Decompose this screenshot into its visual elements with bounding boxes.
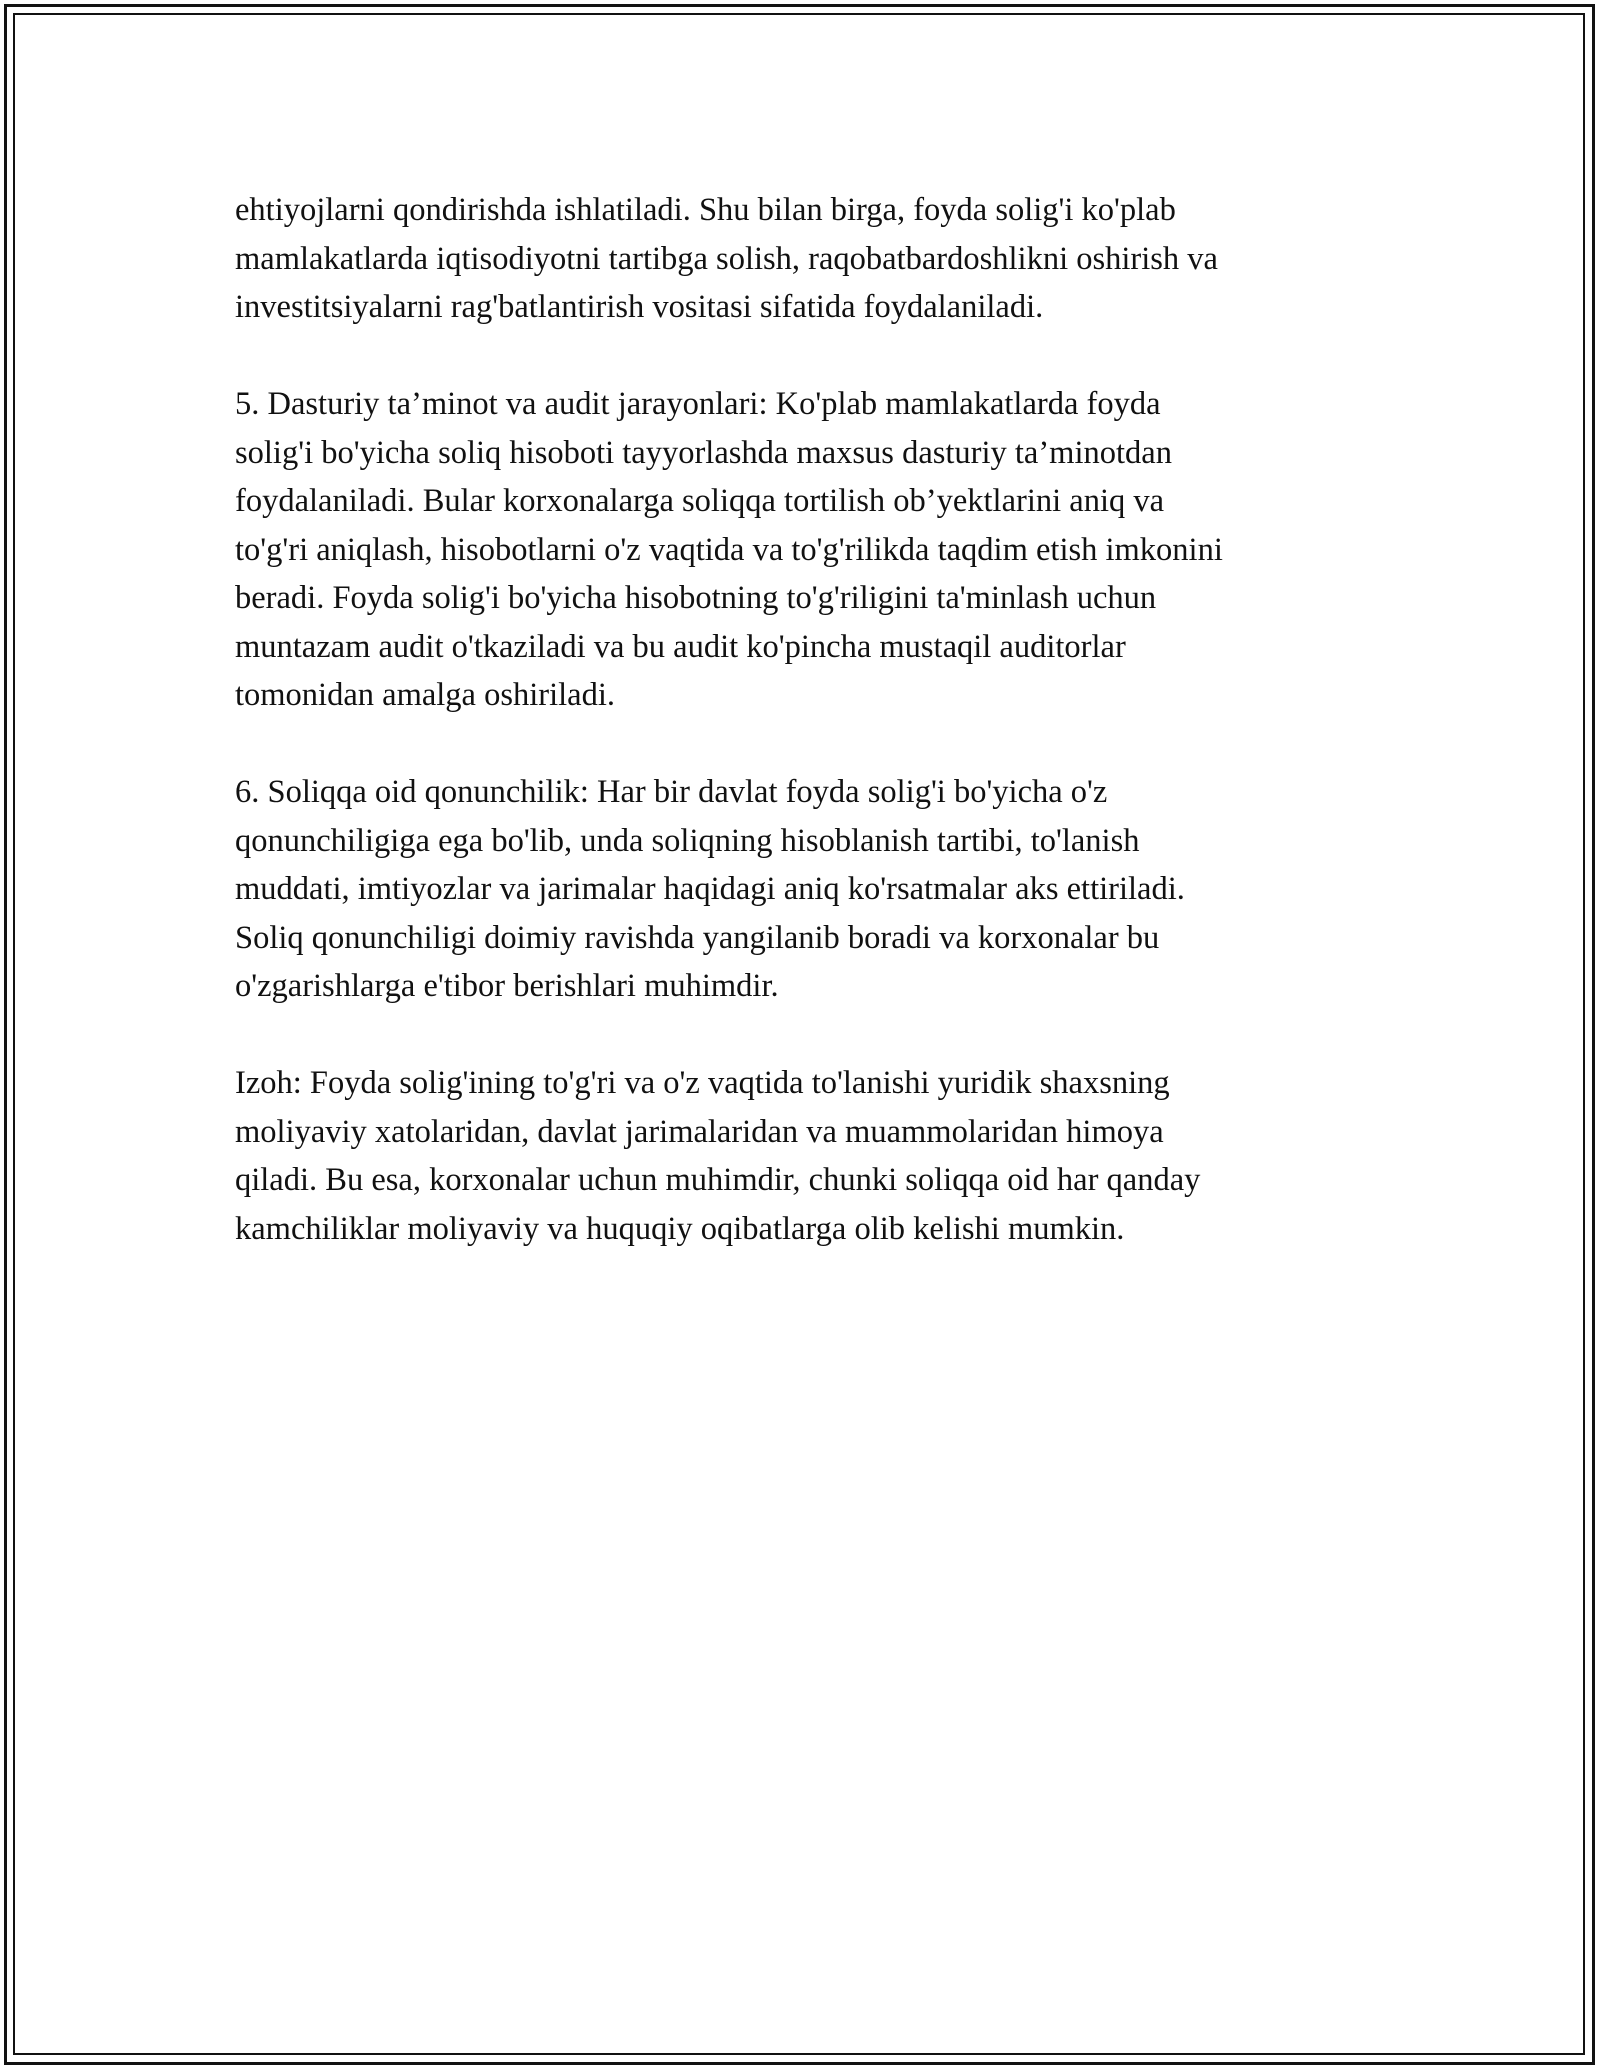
- text-line: 6. Soliqqa oid qonunchilik: Har bir davlat foyda solig'i bo'yicha o'z: [235, 774, 1108, 810]
- text-line: o'zgarishlarga e'tibor berishlari muhimdir.: [235, 968, 779, 1004]
- text-line: investitsiyalarni rag'batlantirish vositasi sifatida foydalaniladi.: [235, 289, 1044, 325]
- text-line: Izoh: Foyda solig'ining to'g'ri va o'z vaqtida to'lanishi yuridik shaxsning: [235, 1065, 1170, 1101]
- text-line: qiladi. Bu esa, korxonalar uchun muhimdir, chunki soliqqa oid har qanday: [235, 1162, 1201, 1198]
- text-line: kamchiliklar moliyaviy va huquqiy oqibatlarga olib kelishi mumkin.: [235, 1210, 1125, 1247]
- text-line: to'g'ri aniqlash, hisobotlarni o'z vaqtida va to'g'rilikda taqdim etish imkonini: [235, 531, 1223, 568]
- paragraph-software-and-audit: [235, 380, 1385, 720]
- text-line: ehtiyojlarni qondirishda ishlatiladi. Shu bilan birga, foyda solig'i ko'plab: [235, 192, 1176, 228]
- text-line: foydalaniladi. Bular korxonalarga soliqqa tortilish ob’yektlarini aniq va: [235, 483, 1165, 519]
- text-line: qonunchiligiga ega bo'lib, unda soliqning hisoblanish tartibi, to'lanish: [235, 822, 1140, 859]
- text-line: muntazam audit o'tkaziladi va bu audit ko'pincha mustaqil auditorlar: [235, 628, 1126, 665]
- text-line: solig'i bo'yicha soliq hisoboti tayyorlashda maxsus dasturiy ta’minotdan: [235, 434, 1172, 471]
- text-line: Soliq qonunchiligi doimiy ravishda yangilanib boradi va korxonalar bu: [235, 919, 1160, 956]
- text-line: tomonidan amalga oshiriladi.: [235, 677, 615, 713]
- paragraph-note: [235, 1059, 1385, 1253]
- text-line: 5. Dasturiy ta’minot va audit jarayonlari: Ko'plab mamlakatlarda foyda: [235, 386, 1161, 422]
- text-line: beradi. Foyda solig'i bo'yicha hisobotning to'g'riligini ta'minlash uchun: [235, 580, 1157, 616]
- text-line: mamlakatlarda iqtisodiyotni tartibga solish, raqobatbardoshlikni oshirish va: [235, 240, 1218, 277]
- page-body: [235, 186, 1385, 1253]
- text-line: muddati, imtiyozlar va jarimalar haqidagi aniq ko'rsatmalar aks ettiriladi.: [235, 871, 1185, 907]
- paragraph-tax-legislation: [235, 768, 1385, 1011]
- paragraph-intro-continuation: [235, 186, 1385, 332]
- text-line: moliyaviy xatolaridan, davlat jarimalaridan va muammolaridan himoya: [235, 1113, 1164, 1150]
